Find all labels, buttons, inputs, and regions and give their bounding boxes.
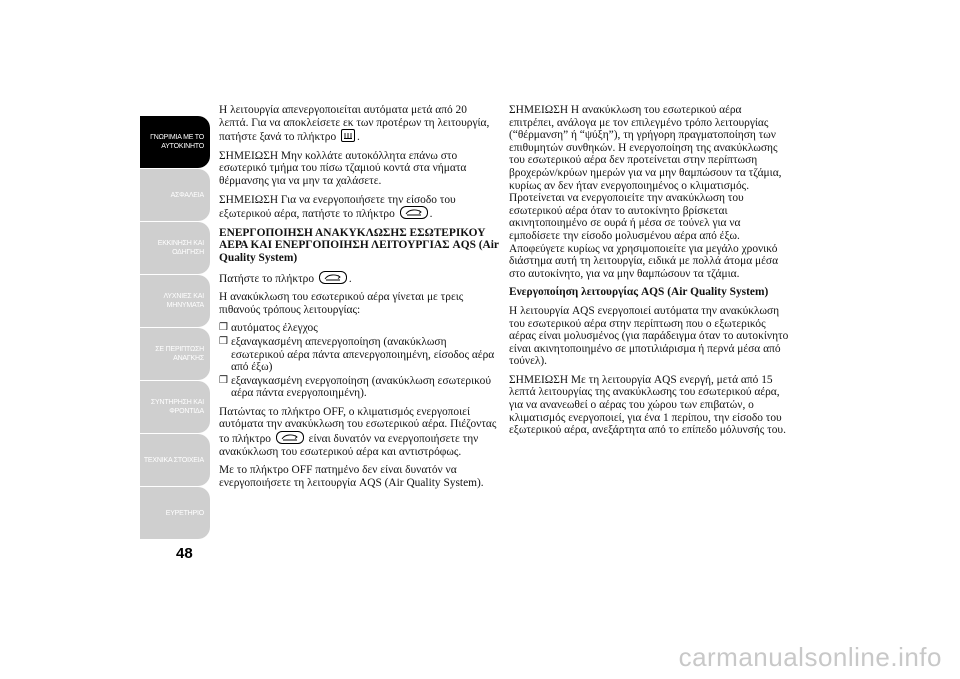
paragraph-text: . <box>348 272 352 285</box>
tab-emergency[interactable] <box>140 328 210 380</box>
tab-label: ΕΚΚΙΝΗΣΗ ΚΑΙ ΟΔΗΓΗΣΗ <box>157 240 204 256</box>
paragraph <box>219 194 499 221</box>
tab-label: ΛΥΧΝΙΕΣ ΚΑΙ ΜΗΝΥΜΑΤΑ <box>163 293 204 309</box>
paragraph-text: Πατήστε το πλήκτρο <box>219 272 315 285</box>
paragraph: Η ανακύκλωση του εσωτερικού αέρα γίνεται με τρεις πιθανούς τρόπους λειτουργίας: <box>219 291 464 316</box>
paragraph: Με το πλήκτρο OFF πατημένο δεν είναι δυνατόν να ενεργοποιήσετε τη λειτουργία AQS (Air Quality System). <box>219 464 484 489</box>
tab-maintenance[interactable] <box>140 381 210 433</box>
paragraph <box>219 104 499 144</box>
left-column <box>219 104 499 495</box>
tab-label: ΣΥΝΤΗΡΗΣΗ ΚΑΙ ΦΡΟΝΤΙΔΑ <box>150 399 204 415</box>
paragraph: ΣΗΜΕΙΩΣΗ Με τη λειτουργία AQS ενεργή, μετά από 15 λεπτά λειτουργίας της ανακύκλωσης του εσωτερικού αέρα, για να ανανεωθεί ο αέρας του χώρου των επιβατών, ο κλιματισμός ενεργοποιεί, για ένα 1 περίπου, την είσοδο του εξωτερικού αέρα, ανεξάρτητα από το επίπεδο μόλυνσής του. <box>509 373 786 437</box>
section-heading: Ενεργοποίηση λειτουργίας AQS (Air Quality System) <box>509 286 769 299</box>
tab-safety[interactable] <box>140 169 210 221</box>
page-number: 48 <box>176 545 193 562</box>
checkbox-bullet-icon: ❒ <box>219 322 228 334</box>
tab-starting-driving[interactable] <box>140 222 210 274</box>
recirculation-icon <box>400 206 428 219</box>
recirculation-icon <box>319 271 347 284</box>
list-item <box>219 322 499 335</box>
rear-defrost-icon <box>341 129 355 142</box>
list-item-text: εξαναγκασμένη απενεργοποίηση (ανακύκλωση εσωτερικού αέρα πάντα απενεργοποιημένη, είσοδος αέρα από έξω) <box>231 335 495 374</box>
paragraph-text: ΣΗΜΕΙΩΣΗ Για να ενεργοποιήσετε την είσοδο του εξωτερικού αέρα, πατήστε το πλήκτρο <box>219 193 456 221</box>
list-item-text: εξαναγκασμένη ενεργοποίηση (ανακύκλωση εσωτερικού αέρα πάντα ενεργοποιημένη). <box>231 374 492 400</box>
section-heading: ΕΝΕΡΓΟΠΟΙΗΣΗ ΑΝΑΚΥΚΛΩΣΗΣ ΕΣΩΤΕΡΙΚΟΥ ΑΕΡΑ ΚΑΙ ΕΝΕΡΓΟΠΟΙΗΣΗ ΛΕΙΤΟΥΡΓΙΑΣ AQS (Air Quality System) <box>219 226 499 264</box>
tab-index[interactable] <box>140 487 210 539</box>
bullet-list <box>219 322 499 400</box>
checkbox-bullet-icon: ❒ <box>219 374 228 386</box>
paragraph-text: . <box>429 208 433 221</box>
tab-label: ΑΣΦΑΛΕΙΑ <box>170 191 204 199</box>
paragraph-text: είναι δυνατόν να ενεργοποιήσετε την ανακύκλωση του εσωτερικού αέρα και αντιστρόφως. <box>219 433 479 458</box>
paragraph: Η λειτουργία AQS ενεργοποιεί αυτόματα την ανακύκλωση του εσωτερικού αέρα στην περίπτωση που ο εξωτερικός αέρας είναι μολυσμένος (για παράδειγμα όταν το αυτοκίνητο είναι ακινητοποιημένο σε μποτιλιάρισμα ή περνά μέσα από τούνελ). <box>509 304 789 368</box>
recirculation-icon <box>276 431 304 444</box>
list-item-text: αυτόματος έλεγχος <box>231 322 318 335</box>
tab-label: ΕΥΡΕΤΗΡΙΟ <box>165 509 204 517</box>
tab-technical-data[interactable] <box>140 434 210 486</box>
paragraph <box>219 271 499 286</box>
paragraph <box>219 406 499 458</box>
right-column <box>509 104 789 443</box>
watermark-text: carmanualsonline.info <box>678 642 942 672</box>
tab-label: ΣΕ ΠΕΡΙΠΤΩΣΗ ΑΝΑΓΚΗΣ <box>155 346 204 362</box>
tab-getting-to-know-car[interactable] <box>140 116 210 168</box>
chapter-sidebar <box>140 116 210 540</box>
paragraph-text: . <box>357 131 360 144</box>
list-item <box>219 375 499 400</box>
tab-label: ΓΝΩΡΙΜΙΑ ΜΕ ΤΟ ΑΥΤΟΚΙΝΗΤΟ <box>150 134 204 150</box>
list-item <box>219 336 499 374</box>
tab-warning-lights[interactable] <box>140 275 210 327</box>
paragraph-text: Η λειτουργία απενεργοποιείται αυτόματα μετά από 20 λεπτά. Για να αποκλείσετε εκ των προτέρων τη λειτουργία, πατήστε ξανά το πλήκτρο <box>219 104 490 144</box>
paragraph: ΣΗΜΕΙΩΣΗ Μην κολλάτε αυτοκόλλητα επάνω στο εσωτερικό τμήμα του πίσω τζαμιού κοντά στα νήματα θέρμανσης για να μην τα χαλάσετε. <box>219 149 467 187</box>
checkbox-bullet-icon: ❒ <box>219 335 228 347</box>
paragraph: ΣΗΜΕΙΩΣΗ Η ανακύκλωση του εσωτερικού αέρα επιτρέπει, ανάλογα με τον επιλεγμένο τρόπο λειτουργίας (“θέρμανση” ή “ψύξη”), τη γρήγορη πραγματοποίηση των επιθυμητών συνθηκών. Η ενεργοποίηση της ανακύκλωσης του εσωτερικού αέρα δεν προτείνεται στην περίπτωση βροχερών/κρύων ημερών για να μην θαμπώσουν τα τζάμια, κυρίως αν δεν ήταν ενεργοποιημένος ο κλιματισμός. Προτείνεται να ενεργοποιείτε την ανακύκλωση του εσωτερικού αέρα όταν το αυτοκίνητο βρίσκεται ακινητοποιημένο σε ουρά ή μέσα σε τούνελ για να εμποδίσετε την είσοδο μολυσμένου αέρα από έξω. Αποφεύγετε κυρίως να χρησιμοποιείτε για μεγάλο χρονικό διάστημα αυτή τη λειτουργία, ειδικά με πολλά άτομα μέσα στο αυτοκίνητο, για να μην θαμπώσουν τα τζάμια. <box>509 104 782 280</box>
paragraph-text: Πατώντας το πλήκτρο OFF, ο κλιματισμός ενεργοποιεί αυτόματα την ανακύκλωση του εσωτερικού αέρα. Πιέζοντας το πλήκτρο <box>219 405 497 446</box>
tab-label: ΤΕΧΝΙΚΑ ΣΤΟΙΧΕΙΑ <box>143 456 204 464</box>
